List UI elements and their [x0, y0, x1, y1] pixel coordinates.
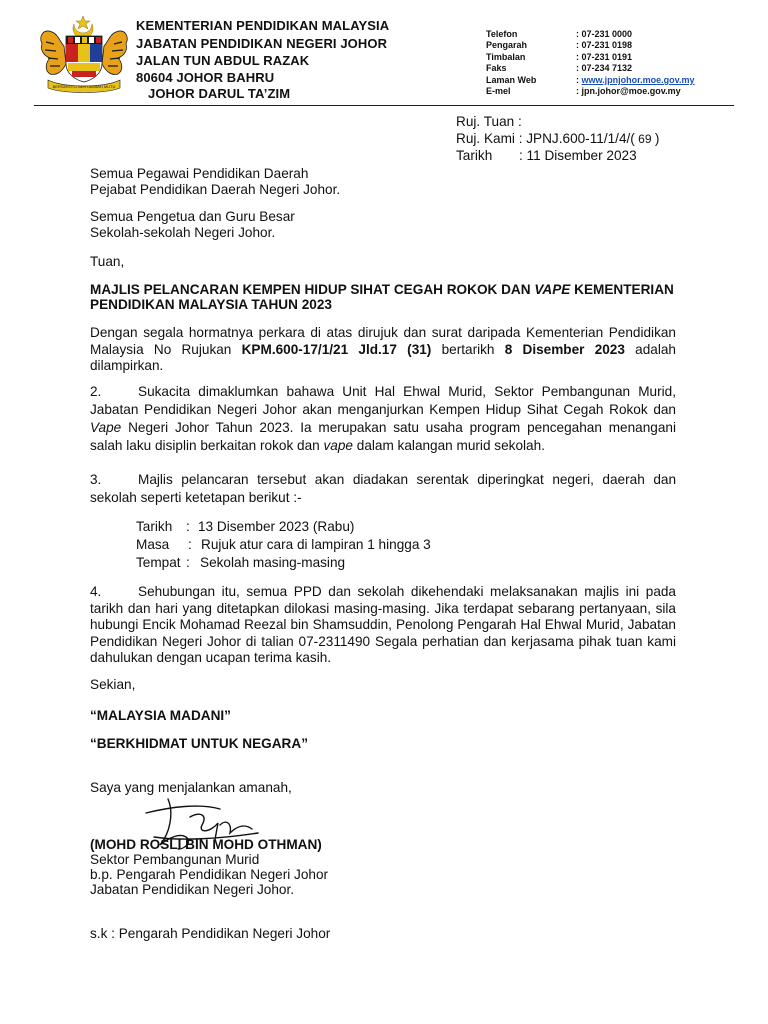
subject-line-2: PENDIDIKAN MALAYSIA TAHUN 2023 [90, 297, 332, 312]
paragraph-3 [90, 471, 676, 507]
recipient-line-4: Sekolah-sekolah Negeri Johor. [90, 225, 276, 240]
letterhead-divider [34, 105, 734, 106]
recipient-line-1: Semua Pegawai Pendidikan Daerah [90, 166, 309, 181]
letterhead-line-3: JALAN TUN ABDUL RAZAK [136, 53, 310, 68]
recipient-line-3: Semua Pengetua dan Guru Besar [90, 209, 295, 224]
ruj-kami-number: 69 [634, 132, 655, 146]
p2-number: 2. [90, 384, 102, 399]
carbon-copy: s.k : Pengarah Pendidikan Negeri Johor [90, 926, 331, 941]
subject-text-a: MAJLIS PELANCARAN KEMPEN HIDUP SIHAT CEGAH ROKOK DAN [90, 282, 535, 297]
contact-label-director: Pengarah [486, 40, 528, 50]
detail-label-masa: Masa [136, 537, 170, 552]
ruj-tuan: Ruj. Tuan : [456, 114, 522, 129]
website-link[interactable]: www.jpnjohor.moe.gov.my [581, 75, 695, 85]
p4-number: 4. [90, 584, 102, 599]
signatory-line-3: Jabatan Pendidikan Negeri Johor. [90, 882, 295, 897]
detail-value-tempat: Sekolah masing-masing [200, 555, 346, 570]
contact-label-fax: Faks [486, 63, 507, 73]
contact-label-email: E-mel [486, 86, 511, 96]
ruj-kami-label: Ruj. Kami : JPNJ.600-11/1/4/( [456, 131, 635, 146]
paragraph-1 [90, 325, 676, 375]
p1-text-b: bertarikh [431, 341, 505, 357]
salutation: Tuan, [90, 254, 125, 269]
letterhead-line-1: KEMENTERIAN PENDIDIKAN MALAYSIA [136, 18, 390, 33]
letterhead-line-4: 80604 JOHOR BAHRU [136, 70, 275, 85]
p2-vape-1: Vape [90, 420, 122, 435]
detail-sep-tarikh: : [186, 519, 190, 534]
p3-text: Majlis pelancaran tersebut akan diadakan serentak diperingkat negeri, daerah dan sekolah seperti ketetapan berikut :- [90, 472, 676, 505]
tarikh-value: : 11 Disember 2023 [519, 148, 637, 163]
recipient-line-2: Pejabat Pendidikan Daerah Negeri Johor. [90, 182, 341, 197]
p3-number: 3. [90, 472, 102, 487]
contact-value-director: : 07-231 0198 [576, 40, 633, 50]
crest-motto: BERSEKUTU BERTAMBAH MUTU [52, 84, 116, 89]
p1-text-c: adalah dilampirkan. [90, 341, 676, 373]
contact-value-fax: : 07-234 7132 [576, 63, 633, 73]
ruj-kami-close: ) [654, 131, 660, 146]
detail-sep-tempat: : [186, 555, 190, 570]
p2-text-a: Sukacita dimaklumkan bahawa Unit Hal Ehwal Murid, Sektor Pembangunan Murid, Jabatan Pendidikan Negeri Johor akan menganjurkan Kempen Hidup Sihat Cegah Rokok dan [90, 384, 676, 417]
p2-vape-2: vape [323, 438, 353, 453]
signatory-line-1: Sektor Pembangunan Murid [90, 852, 260, 867]
detail-label-tarikh: Tarikh [136, 519, 173, 534]
contact-label-phone: Telefon [486, 29, 518, 39]
contact-value-deputy: : 07-231 0191 [576, 52, 633, 62]
detail-value-masa: Rujuk atur cara di lampiran 1 hingga 3 [201, 537, 431, 552]
motto-malaysia-madani: “MALAYSIA MADANI” [90, 708, 231, 723]
detail-value-tarikh: 13 Disember 2023 (Rabu) [198, 519, 355, 534]
signatory-name: (MOHD ROSLI BIN MOHD OTHMAN) [90, 837, 322, 852]
subject-text-b: KEMENTERIAN [570, 282, 674, 297]
closing-amanah: Saya yang menjalankan amanah, [90, 780, 292, 795]
contact-label-website: Laman Web [486, 75, 537, 85]
p4-text: Sehubungan itu, semua PPD dan sekolah dikehendaki melaksanakan majlis ini pada tarikh dan hari yang ditetapkan dilokasi masing-masing. Jika terdapat sebarang pertanyaan, sila hubungi Encik Mohamad Reezal bin Shamsuddin, Penolong Pengarah Hal Ehwal Murid, Jabatan Pendidikan Negeri Johor di talian 07-2311490 Segala perhatian dan kerjasama pihak tuan kami dahulukan dengan ucapan terima kasih. [90, 584, 676, 665]
contact-value-email: : jpn.johor@moe.gov.my [576, 86, 681, 96]
p2-text-b: Negeri Johor Tahun 2023. Ia merupakan satu usaha program pencegahan menangani salah laku disiplin berkaitan rokok dan [90, 420, 676, 453]
p1-text-a: Dengan segala hormatnya perkara di atas dirujuk dan surat daripada Kementerian Pendidikan Malaysia No Rujukan [90, 325, 676, 357]
website-colon: : [576, 75, 582, 85]
p1-reference: KPM.600-17/1/21 Jld.17 (31) [241, 341, 432, 357]
motto-berkhidmat: “BERKHIDMAT UNTUK NEGARA” [90, 736, 308, 751]
p2-text-c: dalam kalangan murid sekolah. [352, 438, 545, 453]
letterhead-line-2: JABATAN PENDIDIKAN NEGERI JOHOR [136, 36, 388, 51]
detail-label-tempat: Tempat [136, 555, 181, 570]
signatory-line-2: b.p. Pengarah Pendidikan Negeri Johor [90, 867, 329, 882]
letterhead-line-5: JOHOR DARUL TA’ZIM [148, 86, 291, 101]
paragraph-2 [90, 383, 676, 455]
subject-vape: VAPE [534, 282, 571, 297]
contact-value-website [576, 75, 695, 85]
closing-sekian: Sekian, [90, 677, 136, 692]
p1-date: 8 Disember 2023 [504, 341, 625, 357]
coat-of-arms-logo [34, 14, 134, 94]
contact-label-deputy: Timbalan [486, 52, 526, 62]
detail-sep-masa: : [188, 537, 192, 552]
ruj-kami [456, 131, 659, 148]
contact-value-phone: : 07-231 0000 [576, 29, 633, 39]
paragraph-4 [90, 584, 676, 667]
tarikh-label: Tarikh [456, 148, 493, 163]
